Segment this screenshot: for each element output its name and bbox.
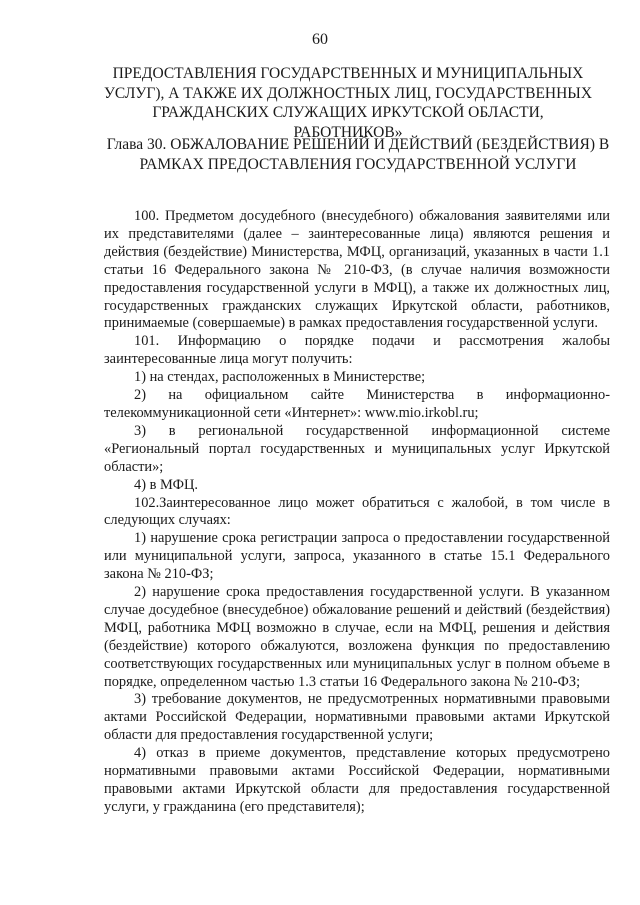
list-item-website: 2) на официальном сайте Министерства в информационно-телекоммуникационной сети «Интернет»: www.mio.irkobl.ru; xyxy=(104,387,610,421)
case-item-registration-delay: 1) нарушение срока регистрации запроса о предоставлении государственной или муниципальной услуги, запроса, указанного в статье 15.1 Федерального закона № 210-ФЗ; xyxy=(104,530,610,583)
paragraph-100: 100. Предметом досудебного (внесудебного) обжалования заявителями или их представителями (далее – заинтересованные лица) являются решения и действия (бездействие) Министерства, МФЦ, организаций, указанных в части 1.1 статьи 16 Федерального закона № 210-ФЗ, (в случае наличия возможности предоставления государственной услуги в МФЦ), а также их должностных лиц, государственных гражданских служащих Иркутской области, работников, принимаемые (совершаемые) в рамках предоставления государственной услуги. xyxy=(104,208,610,332)
list-item-regional-portal: 3) в региональной государственной информационной системе «Региональный портал государственных и муниципальных услуг Иркутской области»; xyxy=(104,422,610,475)
list-item-stands: 1) на стендах, расположенных в Министерстве; xyxy=(134,369,426,386)
document-body xyxy=(104,208,610,817)
case-item-extra-documents: 3) требование документов, не предусмотренных нормативными правовыми актами Российской Федерации, нормативными правовыми актами Иркутской области для предоставления государственной услуги; xyxy=(104,691,610,744)
section-heading: ПРЕДОСТАВЛЕНИЯ ГОСУДАРСТВЕННЫХ И МУНИЦИПАЛЬНЫХ УСЛУГ), А ТАКЖЕ ИХ ДОЛЖНОСТНЫХ ЛИЦ, ГОСУДАРСТВЕННЫХ ГРАЖДАНСКИХ СЛУЖАЩИХ ИРКУТСКОЙ ОБЛАСТИ, РАБОТНИКОВ» xyxy=(103,65,593,141)
case-item-service-delay: 2) нарушение срока предоставления государственной услуги. В указанном случае досудебное (внесудебное) обжалование решений и действий (бездействия) МФЦ, работника МФЦ возможно в случае, если на МФЦ, решения и действия (бездействие) которого обжалуются, возложена функция по предоставлению соответствующих государственных или муниципальных услуг в полном объеме в порядке, определенном частью 1.3 статьи 16 Федерального закона № 210-ФЗ; xyxy=(104,584,610,690)
page-number: 60 xyxy=(312,31,328,48)
list-item-mfc: 4) в МФЦ. xyxy=(134,476,198,493)
paragraph-102: 102.Заинтересованное лицо может обратиться с жалобой, в том числе в следующих случаях: xyxy=(104,494,610,529)
case-item-refusal: 4) отказ в приеме документов, представление которых предусмотрено нормативными правовыми актами Российской Федерации, нормативными правовыми актами Иркутской области для предоставления государственной услуги, у гражданина (его представителя); xyxy=(104,745,610,815)
paragraph-101: 101. Информацию о порядке подачи и рассмотрения жалобы заинтересованные лица могут получить: xyxy=(104,333,610,368)
chapter-heading: Глава 30. ОБЖАЛОВАНИЕ РЕШЕНИЙ И ДЕЙСТВИЙ (БЕЗДЕЙСТВИЯ) В РАМКАХ ПРЕДОСТАВЛЕНИЯ ГОСУДАРСТВЕННОЙ УСЛУГИ xyxy=(106,136,610,173)
